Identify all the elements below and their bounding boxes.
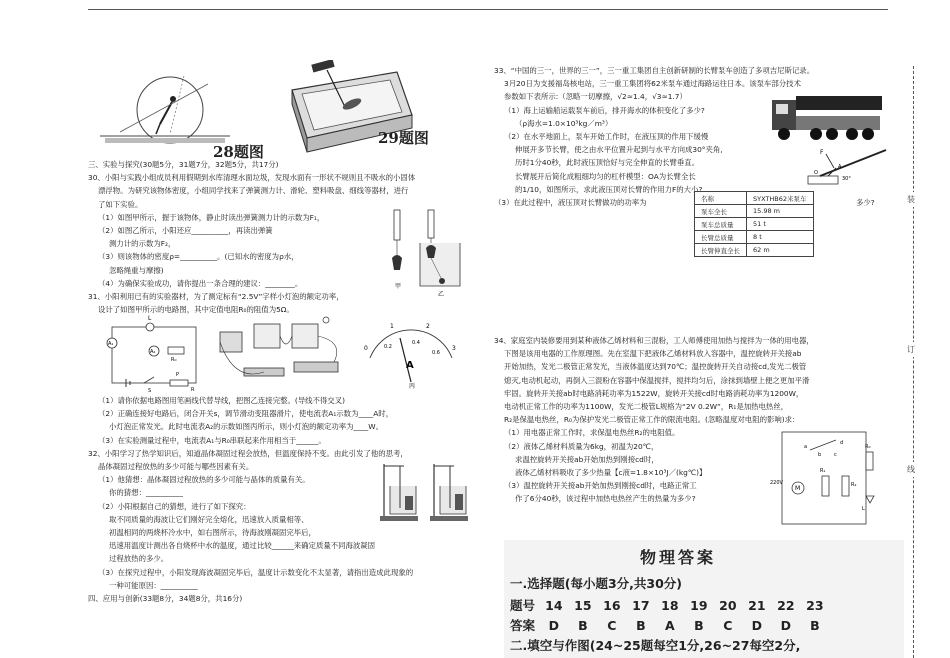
meter-subtick-1: 0.4 (412, 340, 420, 346)
q33-item: （1）海上运输船运载泵车前后，排开海水的体积变化了多少? (504, 105, 705, 115)
q31-line: 31、小阳利用已有的实验器材，为了测定标有“2.5V”字样小灯泡的额定功率， (88, 292, 344, 302)
q31-item: 小灯泡正常发光。此时电流表A₂的示数如图丙所示，则小灯泡的额定功率为____W。 (109, 422, 384, 432)
answer-section-2: 二.填空与作图(24~25题每空1分,26~27每空2分, (510, 638, 801, 653)
fig31-switch (144, 377, 154, 383)
meter-tick-2: 2 (426, 323, 430, 330)
fig31-label-R0: R₀ (171, 357, 177, 363)
fig28-leg (156, 124, 160, 134)
fig34-label-M: M (795, 485, 801, 492)
meter-subtick-2: 0.6 (432, 350, 440, 356)
fig30-spring-scale-jia (394, 210, 400, 240)
fig28-dash (170, 76, 184, 134)
answer-row-label: 答案 (510, 618, 536, 633)
fig34-label-d: d (840, 440, 844, 446)
q34-item: （3）温控旋转开关接ab开始加热到刚接cd时，电路正常工 (504, 481, 697, 491)
meter-tick-0: 0 (364, 345, 368, 352)
fig28-water (105, 138, 225, 143)
q32-item: （2）小阳根据自己的猜想，进行了如下探究： (98, 501, 251, 511)
fig34-label-b: b (818, 452, 822, 458)
figure-31-meter (356, 318, 466, 390)
answer-letter: A (665, 618, 675, 633)
fig34-label-R2: R₂ (851, 482, 857, 488)
answer-letter: B (578, 618, 588, 633)
q30-line: 30、小阳与实践小组成员利用假期到水库清理水面垃圾，发现水面有一形状不规则且不吸水的小固体 (88, 173, 416, 183)
fig34-r0 (866, 452, 873, 470)
figure-30 (390, 208, 470, 298)
q30-item: （3）则该物体的密度ρ=__________。(已知水的密度为ρ水， (98, 252, 299, 262)
q32-item: 初温相同的两烧杯冷水中，如右图所示，待海波刚凝固完毕后， (109, 528, 316, 538)
lever-label-angle: 30° (842, 176, 851, 182)
answer-number: 14 (545, 598, 563, 613)
binding-char: 订 (907, 342, 915, 357)
q34-item: （2）液体乙烯材料质量为6kg，初温为20℃， (504, 441, 659, 451)
q32-item: （1）他猜想：晶体凝固过程放热的多少可能与晶体的质量有关。 (98, 475, 310, 485)
lever-base (808, 176, 838, 184)
answer-letter: D (751, 618, 763, 633)
top-rule (88, 9, 888, 10)
answer-number: 16 (603, 598, 621, 613)
fig28-figure (160, 102, 172, 124)
figure-28-sketch (100, 62, 230, 147)
q34-line: 34、家庭室内装修要用到某种液体乙烯材料和三混粉，工人师傅使用加热与搅拌为一体的用电器， (494, 336, 814, 345)
q31-line: 设计了如图甲所示的电路图，其中定值电阻R₀的阻值为5Ω。 (98, 305, 294, 315)
answer-letter: C (607, 618, 617, 633)
figure-28-label: 28题图 (213, 143, 264, 161)
binding-char: 线 (907, 462, 915, 477)
answer-row-numbers (510, 596, 829, 614)
q30-item: （1）如图甲所示，握于该物体，静止时读出弹簧测力计的示数为F₁， (98, 212, 325, 222)
answer-letter: D (780, 618, 792, 633)
answer-letter: B (636, 618, 646, 633)
answer-letter: B (694, 618, 704, 633)
q32-item: 取不同质量的海波让它们刚好完全熔化，迅速放入质量相等、 (109, 514, 309, 524)
figure-31-apparatus (214, 312, 352, 394)
fig34-led (866, 496, 874, 503)
truck-body (796, 116, 880, 130)
fig31-battery (220, 332, 242, 352)
q31-item: （2）正确连接好电路后，闭合开关s，调节滑动变阻器滑片，使电流表A₁示数为____A时， (98, 409, 394, 419)
answer-number: 22 (777, 598, 795, 613)
table-row (695, 218, 814, 231)
section-4-heading: 四、应用与创新(33题8分，34题8分，共16分) (88, 594, 243, 604)
answer-number: 18 (661, 598, 679, 613)
spec-cell: 51 t (747, 218, 814, 231)
q33-item: 伸展开多节长臂，使之由水平位置升起到与水平方向成30°夹角, (515, 145, 723, 155)
fig34-label-L: L (862, 506, 865, 512)
answer-number: 20 (719, 598, 737, 613)
fig30-spring-scale-yi (428, 210, 434, 238)
answer-title: 物理答案 (640, 548, 717, 567)
left-column-lower (88, 394, 413, 605)
figure-31-circuit (98, 313, 210, 393)
q30-item: （4）为确保实验成功，请你提出一条合理的建议：________。 (98, 278, 303, 288)
fig32-base-2 (430, 516, 468, 521)
q33-line: 参数如下表所示:（忽略一切摩擦，√2≈1.4，√3≈1.7） (504, 92, 687, 102)
meter-tick-3: 3 (452, 345, 456, 352)
fig30-object-jia (392, 255, 402, 270)
q30-line: 漂浮物。为研究该物体密度，小组同学找来了弹簧测力计、滑轮、塑料吸盘、细线等器材，进行 (98, 186, 409, 196)
answer-number: 15 (574, 598, 592, 613)
q32-item: 迅速用温度计测出各自烧杯中水的温度，通过比较______来确定质量不同海波凝固 (109, 541, 376, 551)
figure-34-circuit (770, 426, 880, 532)
answer-number: 21 (748, 598, 766, 613)
meter-caption: 丙 (409, 383, 416, 390)
fig32-base-1 (380, 516, 418, 521)
fig31-label-S: S (148, 388, 152, 393)
q33-tail: 多少? (856, 198, 875, 207)
lever-arm (820, 150, 886, 176)
spec-cell: 15.98 m (747, 205, 814, 218)
q33-item: 的1/10，如图所示，求此液压顶对长臂的作用力F的大小? (515, 184, 703, 194)
right-column-q33 (494, 64, 814, 209)
answer-number: 17 (632, 598, 650, 613)
fig31-label-L: L (148, 315, 152, 322)
fig31-resistor-r0 (168, 347, 184, 354)
q30-item: （2）如图乙所示，小阳还应__________，再读出弹簧 (98, 226, 273, 236)
fig34-label-a: a (804, 444, 808, 450)
q31-item: （3）在实验测量过程中，电流表A₁与R₀串联起来作用相当于______。 (98, 435, 326, 445)
q34-line: 下图是该用电器的工作原理图。先在室温下把液体乙烯材料放入容器中，温控旋转开关接ab (504, 349, 802, 359)
fig32-tube-2 (455, 494, 463, 510)
fig31-label-A2: A₂ (150, 349, 156, 355)
q34-line: 电动机正常工作的功率为1100W，发光二极管L规格为“2V 0.2W”，R₁是加热电热丝， (504, 402, 789, 412)
fig34-label-R1: R₁ (820, 468, 826, 474)
fig34-label-c: c (834, 452, 837, 458)
fig30-label-jia: 甲 (395, 283, 402, 290)
q34-line: R₂是保温电热丝，R₀为保护发光二极管正常工作的限流电阻。(忽略温度对电阻的影响)求： (504, 415, 800, 425)
fig28-line (120, 84, 208, 132)
spec-cell: SYXTHB62米泵车 (747, 192, 814, 205)
fig28-head (170, 96, 176, 102)
fig31-lamp (146, 323, 154, 331)
fig34-label-220v: 220V (770, 480, 783, 486)
q33-item: （ρ海水=1.0×10³kg／m³） (515, 118, 613, 128)
fig29-motor (311, 60, 334, 72)
answer-letter: C (723, 618, 733, 633)
answer-number: 23 (806, 598, 824, 613)
q32-item: 你的猜想：__________ (109, 488, 183, 498)
fig31-label-A1: A₁ (108, 341, 114, 347)
fig31-bulb (323, 317, 329, 323)
fig32-tube-1 (405, 496, 413, 510)
answer-number: 19 (690, 598, 708, 613)
fig31-label-P: P (176, 372, 180, 378)
fig31-meter-2 (292, 324, 318, 348)
q32-item: 过程放热的多少。 (109, 554, 169, 564)
q34-item: 液体乙烯材料吸收了多少热量【c液=1.8×10³J／(kg℃)】 (515, 468, 707, 478)
fig31-rheostat-real (294, 362, 338, 372)
figure-33-truck (768, 90, 884, 146)
q31-item: （1）请你依据电路图用笔画线代替导线，把图乙连接完整。(导线不得交叉) (98, 396, 345, 405)
answer-key (504, 540, 904, 658)
answer-letter: D (548, 618, 560, 633)
fig34-label-R0: R₀ (865, 444, 871, 450)
meter-subtick-0: 0.2 (384, 344, 392, 350)
q33-line: 3月20日为支援福岛核电站，三一重工集团将62米泵车通过海路运往日本。该泵车部分技术 (504, 79, 801, 89)
binding-line (913, 66, 915, 658)
q33-item: （2）在水平地面上，泵车开始工作时，在液压顶的作用下缓慢 (504, 132, 709, 142)
answer-section-1: 一.选择题(每小题3分,共30分) (510, 576, 683, 591)
spec-cell: 长臂伸直全长 (695, 244, 747, 257)
q32-item: （3）在探究过程中，小阳发现海波凝固完毕后，温度计示数变化不太显著，请指出造成此现象的 (98, 567, 414, 577)
figure-33-lever (800, 146, 890, 190)
spec-table (694, 191, 814, 257)
q34-item: （1）用电器正常工作时，求保温电热丝R₂的电阻值。 (504, 428, 680, 438)
right-column-q34 (494, 334, 814, 506)
table-row (695, 205, 814, 218)
lever-force (826, 154, 834, 168)
spec-cell: 8 t (747, 231, 814, 244)
fig34-switch (810, 440, 836, 450)
fig34-r2 (842, 476, 849, 496)
fig31-meter-1 (254, 324, 280, 348)
q34-line: 牢固。旋转开关接ab时电路消耗功率为1522W，旋转开关接cd时电路消耗功率为1200W， (504, 388, 804, 398)
fig30-label-yi: 乙 (438, 291, 445, 298)
table-row (695, 231, 814, 244)
lever-label-A: A (838, 164, 842, 170)
answer-row-answers (510, 616, 829, 634)
q34-item: 作了6分40秒，该过程中加热电热丝产生的热量为多少? (515, 494, 696, 504)
q33-item: 长臂展开后简化成粗细均匀的杠杆模型：OA为长臂全长 (515, 171, 696, 181)
binding-char: 装 (907, 192, 915, 207)
section-3-heading: 三、实验与探究(30题5分，31题7分，32题5分，共17分) (88, 160, 279, 169)
fig34-r1 (822, 476, 829, 496)
q32-line: 晶体凝固过程放热的多少可能与哪些因素有关。 (98, 462, 254, 472)
q33-item: （3）在此过程中，液压顶对长臂做功的功率为 (494, 198, 647, 208)
truck-boom (796, 96, 882, 110)
q32-line: 32、小阳学习了热学知识后，知道晶体凝固过程会放热，但温度保持不变。由此引发了他的思考， (88, 448, 408, 458)
answer-letter: B (810, 618, 820, 633)
table-row (695, 244, 814, 257)
q32-item: 一种可能原因：__________ (109, 580, 198, 590)
left-column (88, 158, 415, 316)
fig31-rheostat (170, 380, 188, 386)
spec-cell: 长臂总质量 (695, 231, 747, 244)
fig28-circle (137, 77, 203, 143)
q34-line: 开始加热，发光二极管正常发光，当液体温度达到70℃；温控旋转开关自动接cd,发光二极管 (504, 362, 807, 372)
table-row (695, 192, 814, 205)
fig31-label-R: R (191, 387, 195, 393)
meter-unit: A (406, 360, 414, 371)
spec-cell: 泵车总质量 (695, 218, 747, 231)
meter-tick-1: 1 (390, 323, 394, 330)
fig30-sucker (439, 278, 445, 284)
lever-label-F: F (820, 149, 824, 156)
spec-cell: 名称 (695, 192, 747, 205)
q30-item: 测力计的示数为F₂， (109, 239, 176, 249)
lever-label-O: O (814, 170, 818, 176)
q34-line: 熄灭,电动机起动，再倒入三混粉在容器中保温搅拌，搅拌均匀后，涂抹到墙壁上便之更加平滑 (504, 375, 810, 385)
spec-cell: 泵车全长 (695, 205, 747, 218)
q33-line: 33、“中国的三一，世界的三一”，三一重工集团自主创新研制的长臂泵车创造了多项吉尼斯记录。 (494, 66, 815, 75)
q30-line: 了如下实验。 (98, 199, 143, 209)
q30-item: 忽略绳重与摩擦) (109, 265, 164, 275)
spec-cell: 62 m (747, 244, 814, 257)
q34-item: 求温控旋转开关接ab开始加热到刚接cd时， (515, 454, 659, 464)
figure-32-beakers (376, 458, 474, 524)
q33-item: 历时1分40秒，此时液压顶恰好与完全伸直的长臂垂直。 (515, 158, 700, 168)
answer-row-label: 题号 (510, 598, 536, 613)
figure-29-label: 29题图 (378, 129, 429, 147)
